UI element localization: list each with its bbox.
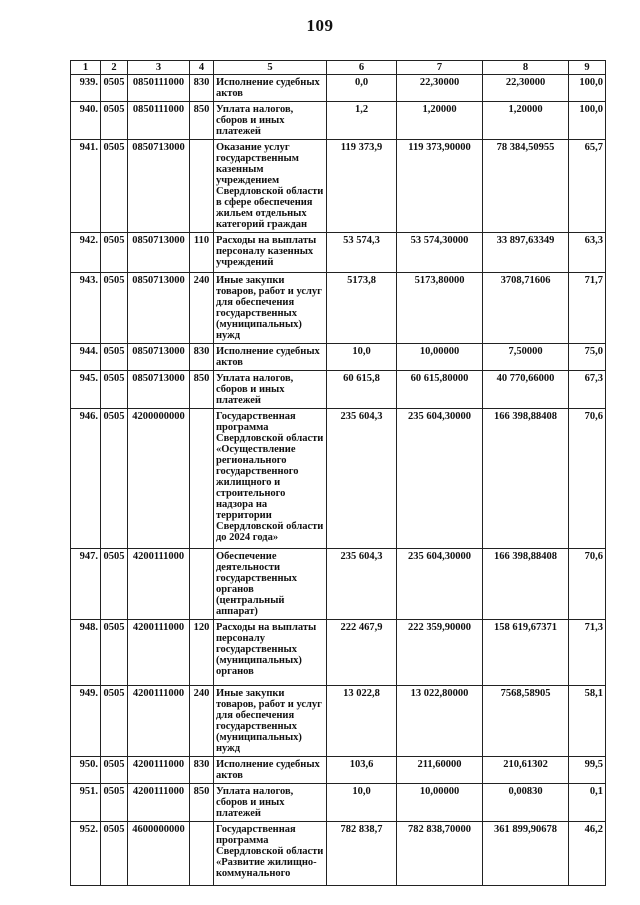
row-number: 948. (71, 620, 101, 686)
value-col7: 5173,80000 (397, 273, 483, 344)
target-code: 4200111000 (128, 686, 190, 757)
column-header: 5 (214, 61, 327, 75)
value-col7: 22,30000 (397, 75, 483, 102)
value-col8: 166 398,88408 (483, 549, 569, 620)
expense-type: 850 (190, 102, 214, 140)
expense-name: Государственная программа Свердловской области «Осуществление регионального государственного жилищного и строительного надзора на территории Свердловской области до 2024 года» (214, 409, 327, 549)
expense-type (190, 140, 214, 233)
value-col6: 119 373,9 (327, 140, 397, 233)
value-col6: 10,0 (327, 344, 397, 371)
value-col8: 3708,71606 (483, 273, 569, 344)
row-number: 941. (71, 140, 101, 233)
table-row (71, 409, 606, 549)
value-col8: 22,30000 (483, 75, 569, 102)
row-number: 951. (71, 784, 101, 822)
target-code: 0850713000 (128, 344, 190, 371)
percent-col9: 70,6 (569, 549, 606, 620)
row-number: 952. (71, 822, 101, 886)
expense-name: Расходы на выплаты персоналу государственных (муниципальных) органов (214, 620, 327, 686)
expense-name: Расходы на выплаты персоналу казенных учреждений (214, 233, 327, 273)
expense-type: 120 (190, 620, 214, 686)
row-number: 947. (71, 549, 101, 620)
table-row (71, 344, 606, 371)
row-number: 945. (71, 371, 101, 409)
value-col6: 0,0 (327, 75, 397, 102)
percent-col9: 71,7 (569, 273, 606, 344)
percent-col9: 63,3 (569, 233, 606, 273)
value-col7: 222 359,90000 (397, 620, 483, 686)
expense-name: Уплата налогов, сборов и иных платежей (214, 784, 327, 822)
value-col6: 222 467,9 (327, 620, 397, 686)
percent-col9: 75,0 (569, 344, 606, 371)
value-col8: 166 398,88408 (483, 409, 569, 549)
expense-type (190, 549, 214, 620)
row-number: 944. (71, 344, 101, 371)
value-col6: 235 604,3 (327, 409, 397, 549)
value-col8: 1,20000 (483, 102, 569, 140)
value-col6: 782 838,7 (327, 822, 397, 886)
value-col7: 235 604,30000 (397, 549, 483, 620)
section-code: 0505 (101, 549, 128, 620)
value-col6: 1,2 (327, 102, 397, 140)
section-code: 0505 (101, 233, 128, 273)
row-number: 939. (71, 75, 101, 102)
expense-name: Уплата налогов, сборов и иных платежей (214, 371, 327, 409)
value-col7: 119 373,90000 (397, 140, 483, 233)
expense-type: 240 (190, 686, 214, 757)
value-col7: 211,60000 (397, 757, 483, 784)
expense-type: 850 (190, 371, 214, 409)
target-code: 0850713000 (128, 371, 190, 409)
section-code: 0505 (101, 75, 128, 102)
target-code: 4200111000 (128, 549, 190, 620)
row-number: 950. (71, 757, 101, 784)
section-code: 0505 (101, 757, 128, 784)
row-number: 943. (71, 273, 101, 344)
expense-name: Оказание услуг государственным казенным учреждением Свердловской области в сфере обеспечения жильем отдельных категорий граждан (214, 140, 327, 233)
expense-name: Обеспечение деятельности государственных органов (центральный аппарат) (214, 549, 327, 620)
table-row (71, 140, 606, 233)
value-col6: 5173,8 (327, 273, 397, 344)
value-col7: 53 574,30000 (397, 233, 483, 273)
value-col6: 13 022,8 (327, 686, 397, 757)
table-row (71, 75, 606, 102)
value-col7: 235 604,30000 (397, 409, 483, 549)
value-col6: 103,6 (327, 757, 397, 784)
table-row (71, 371, 606, 409)
percent-col9: 67,3 (569, 371, 606, 409)
row-number: 949. (71, 686, 101, 757)
column-header: 7 (397, 61, 483, 75)
section-code: 0505 (101, 371, 128, 409)
row-number: 942. (71, 233, 101, 273)
page-number: 109 (306, 16, 334, 35)
value-col8: 33 897,63349 (483, 233, 569, 273)
expense-name: Иные закупки товаров, работ и услуг для обеспечения государственных (муниципальных) нужд (214, 273, 327, 344)
expense-type: 830 (190, 757, 214, 784)
column-header: 6 (327, 61, 397, 75)
percent-col9: 46,2 (569, 822, 606, 886)
column-header: 2 (101, 61, 128, 75)
column-header: 8 (483, 61, 569, 75)
table-row (71, 549, 606, 620)
target-code: 4200000000 (128, 409, 190, 549)
target-code: 4200111000 (128, 620, 190, 686)
section-code: 0505 (101, 273, 128, 344)
value-col6: 235 604,3 (327, 549, 397, 620)
percent-col9: 0,1 (569, 784, 606, 822)
table-row (71, 233, 606, 273)
target-code: 0850111000 (128, 75, 190, 102)
table-row (71, 757, 606, 784)
value-col8: 40 770,66000 (483, 371, 569, 409)
budget-table (70, 60, 606, 886)
expense-type: 850 (190, 784, 214, 822)
expense-type: 110 (190, 233, 214, 273)
value-col8: 361 899,90678 (483, 822, 569, 886)
value-col8: 210,61302 (483, 757, 569, 784)
table-row (71, 102, 606, 140)
expense-name: Государственная программа Свердловской области «Развитие жилищно-коммунального (214, 822, 327, 886)
target-code: 0850111000 (128, 102, 190, 140)
target-code: 0850713000 (128, 233, 190, 273)
percent-col9: 58,1 (569, 686, 606, 757)
value-col6: 10,0 (327, 784, 397, 822)
expense-name: Исполнение судебных актов (214, 75, 327, 102)
value-col7: 60 615,80000 (397, 371, 483, 409)
column-header: 4 (190, 61, 214, 75)
expense-name: Исполнение судебных актов (214, 757, 327, 784)
expense-type (190, 409, 214, 549)
percent-col9: 71,3 (569, 620, 606, 686)
section-code: 0505 (101, 409, 128, 549)
value-col7: 10,00000 (397, 344, 483, 371)
percent-col9: 100,0 (569, 102, 606, 140)
value-col8: 78 384,50955 (483, 140, 569, 233)
column-header: 3 (128, 61, 190, 75)
column-header: 9 (569, 61, 606, 75)
value-col7: 782 838,70000 (397, 822, 483, 886)
section-code: 0505 (101, 822, 128, 886)
section-code: 0505 (101, 686, 128, 757)
value-col6: 60 615,8 (327, 371, 397, 409)
table-row (71, 620, 606, 686)
value-col8: 0,00830 (483, 784, 569, 822)
value-col6: 53 574,3 (327, 233, 397, 273)
table-header-row (71, 61, 606, 75)
table-row (71, 273, 606, 344)
expense-type: 830 (190, 75, 214, 102)
target-code: 0850713000 (128, 140, 190, 233)
expense-name: Иные закупки товаров, работ и услуг для обеспечения государственных (муниципальных) нужд (214, 686, 327, 757)
target-code: 4600000000 (128, 822, 190, 886)
row-number: 940. (71, 102, 101, 140)
percent-col9: 99,5 (569, 757, 606, 784)
column-header: 1 (71, 61, 101, 75)
target-code: 4200111000 (128, 757, 190, 784)
section-code: 0505 (101, 620, 128, 686)
value-col8: 7568,58905 (483, 686, 569, 757)
value-col7: 13 022,80000 (397, 686, 483, 757)
value-col7: 1,20000 (397, 102, 483, 140)
section-code: 0505 (101, 140, 128, 233)
value-col7: 10,00000 (397, 784, 483, 822)
expense-name: Уплата налогов, сборов и иных платежей (214, 102, 327, 140)
table-row (71, 686, 606, 757)
percent-col9: 100,0 (569, 75, 606, 102)
section-code: 0505 (101, 102, 128, 140)
table-row (71, 784, 606, 822)
expense-type: 830 (190, 344, 214, 371)
section-code: 0505 (101, 344, 128, 371)
percent-col9: 70,6 (569, 409, 606, 549)
value-col8: 158 619,67371 (483, 620, 569, 686)
percent-col9: 65,7 (569, 140, 606, 233)
expense-name: Исполнение судебных актов (214, 344, 327, 371)
target-code: 0850713000 (128, 273, 190, 344)
expense-type (190, 822, 214, 886)
section-code: 0505 (101, 784, 128, 822)
expense-type: 240 (190, 273, 214, 344)
value-col8: 7,50000 (483, 344, 569, 371)
row-number: 946. (71, 409, 101, 549)
table-row (71, 822, 606, 886)
target-code: 4200111000 (128, 784, 190, 822)
